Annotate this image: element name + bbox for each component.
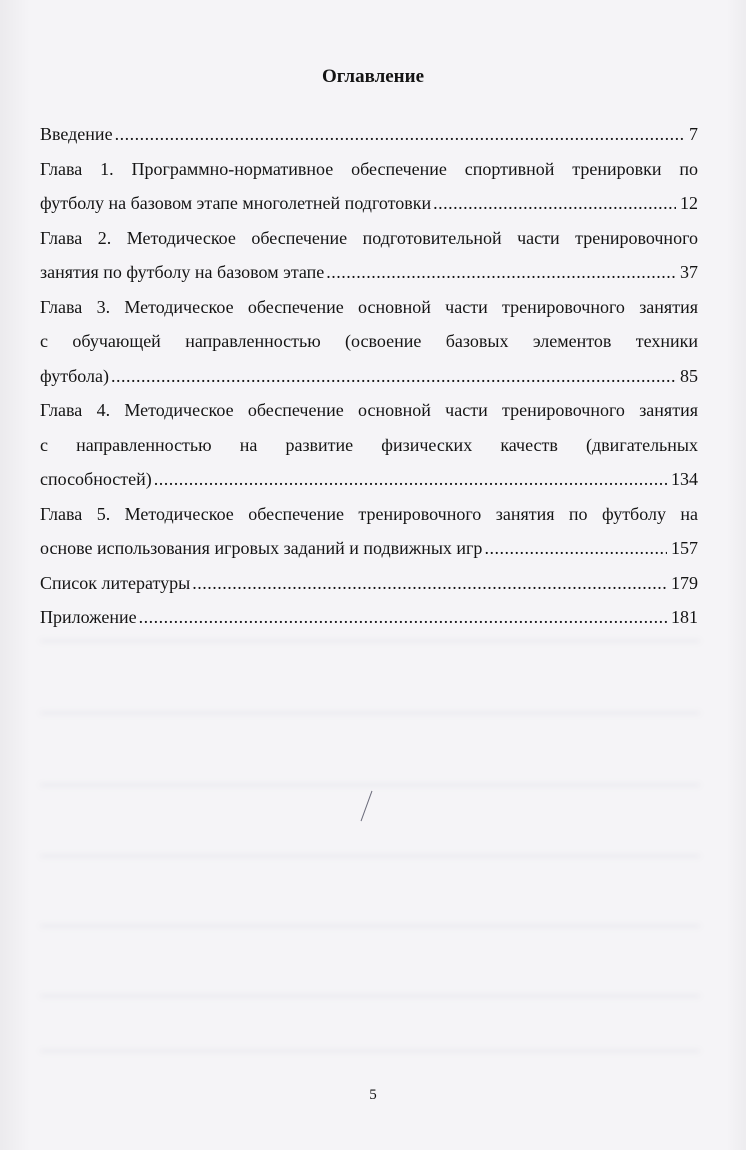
toc-entry-last-line bbox=[40, 566, 698, 601]
stray-pen-mark bbox=[361, 791, 373, 821]
toc-entry bbox=[40, 600, 698, 635]
dot-leader bbox=[154, 462, 667, 497]
toc-entry bbox=[40, 221, 698, 290]
bleed-through-shadow bbox=[40, 925, 700, 927]
toc-entry bbox=[40, 566, 698, 601]
dot-leader bbox=[111, 359, 676, 394]
toc-entry-title: Приложение bbox=[40, 607, 137, 627]
toc-entry-title: Список литературы bbox=[40, 572, 191, 593]
dot-leader bbox=[115, 117, 685, 152]
toc-entry-title: способностей) bbox=[40, 469, 152, 489]
bleed-through-shadow bbox=[40, 712, 700, 714]
dot-leader bbox=[484, 531, 667, 566]
toc-entry bbox=[40, 290, 698, 394]
toc-entry-last-line bbox=[40, 359, 698, 394]
toc-entry-last-line bbox=[40, 255, 698, 290]
dot-leader bbox=[326, 255, 676, 290]
table-of-contents bbox=[40, 117, 698, 635]
toc-entry-title: футболу на базовом этапе многолетней подготовки bbox=[40, 193, 432, 213]
toc-page-number: 85 bbox=[680, 365, 698, 386]
dot-leader bbox=[192, 566, 667, 601]
toc-entry bbox=[40, 152, 698, 221]
toc-entry bbox=[40, 393, 698, 497]
toc-page-number: 157 bbox=[671, 538, 698, 558]
toc-page-number: 179 bbox=[671, 572, 698, 593]
toc-page-number: 37 bbox=[680, 262, 698, 282]
toc-entry-last-line bbox=[40, 186, 698, 221]
page-title: Оглавление bbox=[321, 66, 425, 87]
toc-entry-line: Глава 5. Методическое обеспечение тренировочного занятия по футболу на bbox=[40, 503, 698, 524]
toc-entry-line: Глава 3. Методическое обеспечение основной части тренировочного занятия bbox=[40, 296, 698, 317]
bleed-through-shadow bbox=[40, 995, 700, 997]
toc-entry-title: основе использования игровых заданий и подвижных игр bbox=[40, 538, 483, 558]
toc-entry bbox=[40, 497, 698, 566]
toc-page-number: 181 bbox=[671, 607, 698, 627]
toc-entry-title: Введение bbox=[40, 124, 113, 144]
toc-entry-line: с направленностью на развитие физических качеств (двигательных bbox=[40, 434, 698, 455]
bleed-through-shadow bbox=[40, 855, 700, 857]
toc-entry-last-line bbox=[40, 600, 698, 635]
toc-entry-last-line bbox=[40, 462, 698, 497]
toc-entry-line: Глава 4. Методическое обеспечение основной части тренировочного занятия bbox=[40, 400, 698, 420]
dot-leader bbox=[139, 600, 667, 635]
toc-entry-last-line bbox=[40, 531, 698, 566]
dot-leader bbox=[433, 186, 676, 221]
bleed-through-shadow bbox=[40, 1050, 700, 1052]
toc-entry-line: Глава 2. Методическое обеспечение подготовительной части тренировочного bbox=[40, 227, 698, 248]
toc-page-number: 134 bbox=[671, 469, 698, 489]
toc-entry-title: занятия по футболу на базовом этапе bbox=[40, 262, 325, 282]
toc-entry-line: Глава 1. Программно-нормативное обеспечение спортивной тренировки по bbox=[40, 158, 698, 179]
toc-page-number: 7 bbox=[689, 124, 698, 144]
toc-entry-title: футбола) bbox=[40, 365, 109, 386]
bleed-through-shadow bbox=[40, 784, 700, 786]
toc-page-number: 12 bbox=[680, 193, 698, 213]
bleed-through-shadow bbox=[40, 640, 700, 642]
toc-entry-last-line bbox=[40, 117, 698, 152]
page-number: 5 bbox=[369, 1087, 377, 1103]
toc-entry-line: с обучающей направленностью (освоение базовых элементов техники bbox=[40, 331, 698, 351]
toc-entry bbox=[40, 117, 698, 152]
